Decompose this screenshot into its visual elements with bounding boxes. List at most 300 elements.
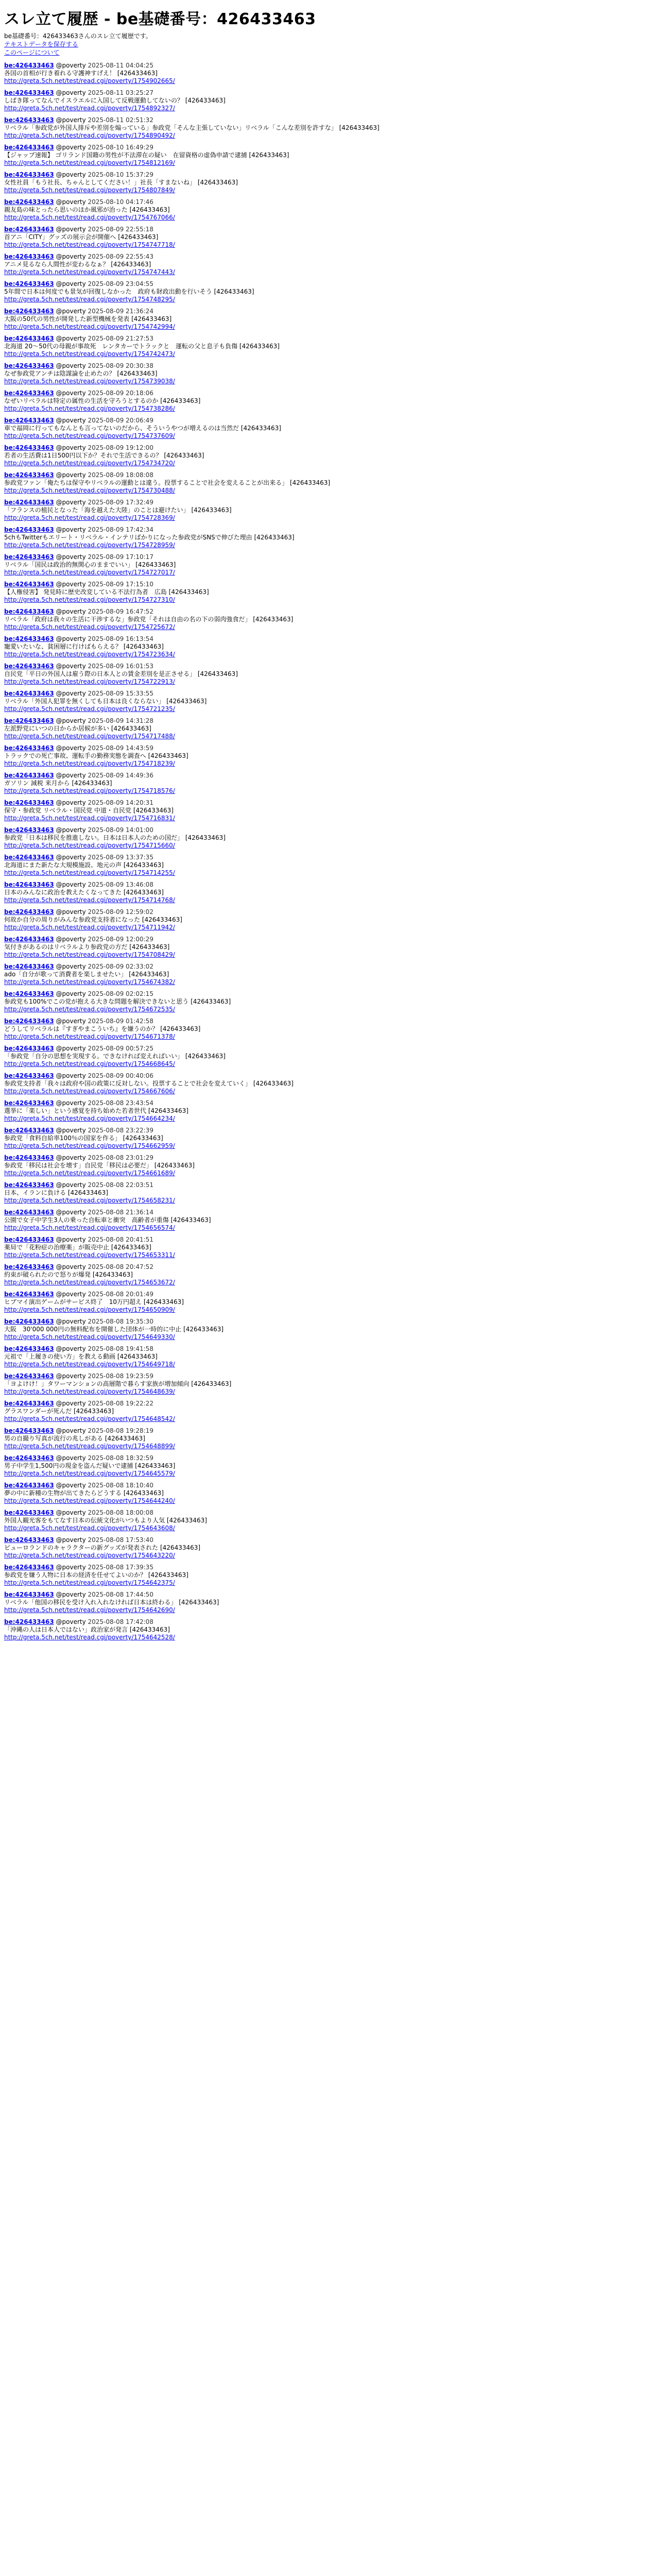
thread-entry: [4, 1591, 649, 1614]
thread-entry: [4, 1018, 649, 1041]
board-name: @poverty: [54, 826, 88, 834]
save-text-link[interactable]: テキストデータを保存する: [4, 41, 78, 48]
thread-entry: [4, 444, 649, 467]
thread-entry: [4, 1154, 649, 1177]
board-name: @poverty: [54, 1154, 88, 1161]
board-name: @poverty: [54, 744, 88, 752]
be-id-link[interactable]: be:426433463: [4, 116, 54, 124]
thread-title: 「参政党「自分の思想を実現する。できなければ変えればいい」 [426433463]: [4, 1053, 226, 1060]
thread-url-link[interactable]: http://greta.5ch.net/test/read.cgi/poverty/1754737609/: [4, 432, 175, 439]
be-id-link[interactable]: be:426433463: [4, 335, 54, 342]
board-name: @poverty: [54, 198, 88, 206]
be-id-link[interactable]: be:426433463: [4, 198, 54, 206]
thread-url-link[interactable]: http://greta.5ch.net/test/read.cgi/poverty/1754672535/: [4, 1006, 175, 1013]
board-name: @poverty: [54, 253, 88, 260]
thread-title: 参政党を嫌う人物に日本の経済を任せてよいのか？ [426433463]: [4, 1571, 188, 1579]
entry-timestamp: 2025-08-09 15:33:55: [88, 690, 153, 697]
entry-meta: [4, 1127, 649, 1134]
entry-timestamp: 2025-08-08 19:23:59: [88, 1372, 153, 1380]
be-id-link[interactable]: be:426433463: [4, 1236, 54, 1243]
thread-title: 女性社員「もう社長、ちゃんとしてください！」社長「すまないね」 [426433463]: [4, 179, 238, 186]
entry-meta: [4, 1154, 649, 1162]
be-id-link[interactable]: be:426433463: [4, 963, 54, 970]
thread-entry: [4, 499, 649, 522]
board-name: @poverty: [54, 1400, 88, 1407]
thread-url-link[interactable]: http://greta.5ch.net/test/read.cgi/poverty/1754722913/: [4, 678, 175, 685]
thread-url-link[interactable]: http://greta.5ch.net/test/read.cgi/poverty/1754653311/: [4, 1251, 175, 1259]
entry-meta: [4, 663, 649, 670]
entry-timestamp: 2025-08-08 17:42:08: [88, 1618, 153, 1625]
thread-entry: [4, 1345, 649, 1368]
thread-url-link[interactable]: http://greta.5ch.net/test/read.cgi/poverty/1754727310/: [4, 596, 175, 603]
thread-entry: [4, 1236, 649, 1259]
thread-entry: [4, 144, 649, 167]
entry-meta: [4, 608, 649, 616]
board-name: @poverty: [54, 1209, 88, 1216]
thread-entry: [4, 717, 649, 740]
be-id-link[interactable]: be:426433463: [4, 772, 54, 779]
entry-timestamp: 2025-08-11 04:04:25: [88, 62, 153, 69]
thread-entry: [4, 854, 649, 877]
entry-meta: [4, 799, 649, 807]
be-id-link[interactable]: be:426433463: [4, 1372, 54, 1380]
be-id-link[interactable]: be:426433463: [4, 1263, 54, 1270]
board-name: @poverty: [54, 89, 88, 96]
be-id-link[interactable]: be:426433463: [4, 1454, 54, 1462]
thread-title: ado「自分が歌って消費者を楽しませたい」 [426433463]: [4, 971, 169, 978]
thread-entry: [4, 936, 649, 959]
entry-meta: [4, 1291, 649, 1298]
thread-entry: [4, 526, 649, 549]
entry-meta: [4, 226, 649, 233]
board-name: @poverty: [54, 553, 88, 561]
thread-entry: [4, 116, 649, 140]
be-id-link[interactable]: be:426433463: [4, 1509, 54, 1516]
be-id-link[interactable]: be:426433463: [4, 608, 54, 615]
entry-timestamp: 2025-08-11 03:25:27: [88, 89, 153, 96]
be-id-link[interactable]: be:426433463: [4, 308, 54, 315]
thread-url-link[interactable]: http://greta.5ch.net/test/read.cgi/poverty/1754717488/: [4, 733, 175, 740]
entry-timestamp: 2025-08-09 18:08:08: [88, 471, 153, 479]
thread-title: 「沖縄の人は日本人ではない」政治家が発言 [426433463]: [4, 1626, 170, 1633]
thread-title: リベラル「政府は我々の生活に干渉するな」参政党「それは自由の名の下の弱肉強食だ」 [426433463]: [4, 616, 294, 623]
be-id-link[interactable]: be:426433463: [4, 1045, 54, 1052]
thread-url-link[interactable]: http://greta.5ch.net/test/read.cgi/poverty/1754671378/: [4, 1033, 175, 1040]
entry-timestamp: 2025-08-08 18:00:08: [88, 1509, 153, 1516]
entry-timestamp: 2025-08-08 23:22:39: [88, 1127, 153, 1134]
thread-url-link[interactable]: http://greta.5ch.net/test/read.cgi/poverty/1754716831/: [4, 815, 175, 822]
board-name: @poverty: [54, 854, 88, 861]
thread-entry: [4, 335, 649, 358]
thread-url-link[interactable]: http://greta.5ch.net/test/read.cgi/poverty/1754725672/: [4, 623, 175, 631]
thread-url-link[interactable]: http://greta.5ch.net/test/read.cgi/poverty/1754642690/: [4, 1606, 175, 1614]
thread-title: 公園で女子中学生3人の乗った自転車と衝突 高齢者が重傷 [426433463]: [4, 1216, 211, 1224]
be-id-link[interactable]: be:426433463: [4, 253, 54, 260]
board-name: @poverty: [54, 62, 88, 69]
be-id-link[interactable]: be:426433463: [4, 1181, 54, 1189]
be-id-link[interactable]: be:426433463: [4, 690, 54, 697]
thread-entry: [4, 908, 649, 931]
thread-url-link[interactable]: http://greta.5ch.net/test/read.cgi/poverty/1754812169/: [4, 159, 175, 166]
thread-url-link[interactable]: http://greta.5ch.net/test/read.cgi/poverty/1754711942/: [4, 924, 175, 931]
thread-title: 外国人観光客をもてなす日本の伝統文化がいつもより人気 [426433463]: [4, 1517, 207, 1524]
thread-title: 「フランスの植民となった「海を越えた大陸」のことは避けたい」 [426433463]: [4, 506, 232, 514]
entry-meta: [4, 253, 649, 261]
be-id-link[interactable]: be:426433463: [4, 62, 54, 69]
thread-url-link[interactable]: http://greta.5ch.net/test/read.cgi/poverty/1754742473/: [4, 350, 175, 358]
entry-timestamp: 2025-08-09 21:27:53: [88, 335, 153, 342]
thread-title: リベラル「国民は政治的無関心のままでいい」 [426433463]: [4, 561, 176, 568]
thread-url-link[interactable]: http://greta.5ch.net/test/read.cgi/poverty/1754807849/: [4, 187, 175, 194]
entry-meta: [4, 1236, 649, 1244]
thread-title: 男の自撮り写真が流行の兆しがある [426433463]: [4, 1435, 145, 1442]
board-name: @poverty: [54, 1509, 88, 1516]
board-name: @poverty: [54, 1045, 88, 1052]
entry-timestamp: 2025-08-09 00:40:06: [88, 1072, 153, 1079]
entry-meta: [4, 499, 649, 506]
thread-url-link[interactable]: http://greta.5ch.net/test/read.cgi/poverty/1754649330/: [4, 1333, 175, 1341]
entry-timestamp: 2025-08-08 18:32:59: [88, 1454, 153, 1462]
entry-meta: [4, 1509, 649, 1517]
thread-url-link[interactable]: http://greta.5ch.net/test/read.cgi/poverty/1754648639/: [4, 1388, 175, 1395]
thread-title: 親友島の味とったら思いのほか風邪が治った [426433463]: [4, 206, 170, 213]
be-id-link[interactable]: be:426433463: [4, 1345, 54, 1352]
be-id-link[interactable]: be:426433463: [4, 1618, 54, 1625]
be-id-link[interactable]: be:426433463: [4, 1127, 54, 1134]
be-id-link[interactable]: be:426433463: [4, 1154, 54, 1161]
thread-entry: [4, 990, 649, 1013]
entry-meta: [4, 1072, 649, 1080]
thread-title: 日本のみんなに政治を教えたくなってきた [426433463]: [4, 889, 164, 896]
entry-timestamp: 2025-08-09 23:04:55: [88, 280, 153, 287]
thread-url-link[interactable]: http://greta.5ch.net/test/read.cgi/poverty/1754892327/: [4, 105, 175, 112]
entry-timestamp: 2025-08-08 22:03:51: [88, 1181, 153, 1189]
thread-title: 保守・参政党 リベラル・国民党 中道・自民党 [426433463]: [4, 807, 174, 814]
be-id-link[interactable]: be:426433463: [4, 717, 54, 724]
thread-url-link[interactable]: http://greta.5ch.net/test/read.cgi/poverty/1754721235/: [4, 705, 175, 713]
thread-title: 大阪 30'000 000円の無料配布を開催した団体が一時的に中止 [426433463]: [4, 1326, 224, 1333]
entry-timestamp: 2025-08-09 20:18:06: [88, 389, 153, 397]
entry-timestamp: 2025-08-09 02:33:02: [88, 963, 153, 970]
thread-entry: [4, 389, 649, 413]
entry-timestamp: 2025-08-11 02:51:32: [88, 116, 153, 124]
board-name: @poverty: [54, 663, 88, 670]
entry-timestamp: 2025-08-10 04:17:46: [88, 198, 153, 206]
thread-url-link[interactable]: http://greta.5ch.net/test/read.cgi/poverty/1754727017/: [4, 569, 175, 576]
be-id-link[interactable]: be:426433463: [4, 1400, 54, 1407]
be-id-link[interactable]: be:426433463: [4, 1318, 54, 1325]
thread-url-link[interactable]: http://greta.5ch.net/test/read.cgi/poverty/1754648542/: [4, 1415, 175, 1422]
thread-title: 約束が破られたので怒りが爆発 [426433463]: [4, 1271, 133, 1278]
board-name: @poverty: [54, 1427, 88, 1434]
entry-timestamp: 2025-08-08 23:43:54: [88, 1099, 153, 1107]
board-name: @poverty: [54, 1291, 88, 1298]
be-id-link[interactable]: be:426433463: [4, 171, 54, 178]
board-name: @poverty: [54, 772, 88, 779]
thread-url-link[interactable]: http://greta.5ch.net/test/read.cgi/poverty/1754674382/: [4, 978, 175, 986]
be-id-link[interactable]: be:426433463: [4, 144, 54, 151]
thread-url-link[interactable]: http://greta.5ch.net/test/read.cgi/poverty/1754739038/: [4, 378, 175, 385]
be-id-link[interactable]: be:426433463: [4, 471, 54, 479]
entry-meta: [4, 826, 649, 834]
thread-url-link[interactable]: http://greta.5ch.net/test/read.cgi/poverty/1754714768/: [4, 896, 175, 904]
be-id-link[interactable]: be:426433463: [4, 444, 54, 451]
entry-meta: [4, 1618, 649, 1626]
entry-meta: [4, 1564, 649, 1571]
thread-url-link[interactable]: http://greta.5ch.net/test/read.cgi/poverty/1754723634/: [4, 651, 175, 658]
thread-entry: [4, 89, 649, 112]
be-id-link[interactable]: be:426433463: [4, 1564, 54, 1571]
thread-title: 【人権侵害】 発見時に歴史改変している不法行為者 広島 [426433463]: [4, 588, 209, 596]
be-id-link[interactable]: be:426433463: [4, 417, 54, 424]
thread-title: 元祖で「上履きの使い方」を教える動画 [426433463]: [4, 1353, 158, 1360]
be-id-link[interactable]: be:426433463: [4, 854, 54, 861]
thread-url-link[interactable]: http://greta.5ch.net/test/read.cgi/poverty/1754747718/: [4, 241, 175, 248]
entry-timestamp: 2025-08-09 14:20:31: [88, 799, 153, 806]
be-id-link[interactable]: be:426433463: [4, 990, 54, 997]
thread-url-link[interactable]: http://greta.5ch.net/test/read.cgi/poverty/1754747443/: [4, 268, 175, 276]
be-id-link[interactable]: be:426433463: [4, 908, 54, 916]
board-name: @poverty: [54, 881, 88, 888]
thread-title: 薬局で「花粉症の治療薬」が販売中止 [426433463]: [4, 1244, 151, 1251]
entry-timestamp: 2025-08-09 14:43:59: [88, 744, 153, 752]
thread-title: アニメ見るなら人間性が変わるなぁ？ [426433463]: [4, 261, 151, 268]
about-page-link[interactable]: このページについて: [4, 49, 60, 56]
thread-url-link[interactable]: http://greta.5ch.net/test/read.cgi/poverty/1754658231/: [4, 1197, 175, 1204]
entry-meta: [4, 280, 649, 288]
entry-meta: [4, 171, 649, 179]
be-id-link[interactable]: be:426433463: [4, 1072, 54, 1079]
thread-entry: [4, 308, 649, 331]
be-id-link[interactable]: be:426433463: [4, 89, 54, 96]
entry-timestamp: 2025-08-09 14:01:00: [88, 826, 153, 834]
thread-entry: [4, 1127, 649, 1150]
thread-entry: [4, 690, 649, 713]
thread-url-link[interactable]: http://greta.5ch.net/test/read.cgi/poverty/1754642375/: [4, 1579, 175, 1586]
thread-title: 男子中学生1,500円の現金を盗んだ疑いで逮捕 [426433463]: [4, 1462, 176, 1469]
be-id-link[interactable]: be:426433463: [4, 663, 54, 670]
thread-url-link[interactable]: http://greta.5ch.net/test/read.cgi/poverty/1754715660/: [4, 842, 175, 849]
entry-meta: [4, 389, 649, 397]
be-id-link[interactable]: be:426433463: [4, 1209, 54, 1216]
thread-url-link[interactable]: http://greta.5ch.net/test/read.cgi/poverty/1754648899/: [4, 1443, 175, 1450]
thread-url-link[interactable]: http://greta.5ch.net/test/read.cgi/poverty/1754734720/: [4, 460, 175, 467]
entry-meta: [4, 89, 649, 97]
thread-entry: [4, 1618, 649, 1641]
thread-url-link[interactable]: http://greta.5ch.net/test/read.cgi/poverty/1754656574/: [4, 1224, 175, 1231]
entry-timestamp: 2025-08-08 19:28:19: [88, 1427, 153, 1434]
be-id-link[interactable]: be:426433463: [4, 226, 54, 233]
thread-entry: [4, 253, 649, 276]
entry-meta: [4, 744, 649, 752]
thread-url-link[interactable]: http://greta.5ch.net/test/read.cgi/poverty/1754728369/: [4, 514, 175, 521]
thread-url-link[interactable]: http://greta.5ch.net/test/read.cgi/poverty/1754738286/: [4, 405, 175, 412]
thread-entry: [4, 226, 649, 249]
be-id-link[interactable]: be:426433463: [4, 1482, 54, 1489]
thread-entry: [4, 1536, 649, 1560]
be-id-link[interactable]: be:426433463: [4, 936, 54, 943]
entry-meta: [4, 1209, 649, 1216]
be-id-link[interactable]: be:426433463: [4, 499, 54, 506]
thread-url-link[interactable]: http://greta.5ch.net/test/read.cgi/poverty/1754667606/: [4, 1088, 175, 1095]
board-name: @poverty: [54, 417, 88, 424]
board-name: @poverty: [54, 226, 88, 233]
entry-timestamp: 2025-08-08 17:39:35: [88, 1564, 153, 1571]
be-id-link[interactable]: be:426433463: [4, 826, 54, 834]
entry-meta: [4, 1482, 649, 1489]
thread-entry: [4, 881, 649, 904]
thread-title: 選挙に「楽しい」という感覚を持ち始めた若者世代 [426433463]: [4, 1107, 188, 1114]
thread-title: リベラル「外国人犯罪を無くしても日本は良くならない」 [426433463]: [4, 698, 207, 705]
thread-title: ピューロランドのキャラクターの新グッズが発表された [426433463]: [4, 1544, 201, 1551]
board-name: @poverty: [54, 471, 88, 479]
thread-url-link[interactable]: http://greta.5ch.net/test/read.cgi/poverty/1754642528/: [4, 1634, 175, 1641]
thread-title: 首アニ「CITY」グッズの展示会が開催へ [426433463]: [4, 233, 159, 241]
thread-title: ガソリン 減税 来月から [426433463]: [4, 779, 112, 787]
thread-url-link[interactable]: http://greta.5ch.net/test/read.cgi/poverty/1754748295/: [4, 296, 175, 303]
entry-timestamp: 2025-08-09 21:36:24: [88, 308, 153, 315]
thread-url-link[interactable]: http://greta.5ch.net/test/read.cgi/poverty/1754718239/: [4, 760, 175, 767]
entry-timestamp: 2025-08-09 16:01:53: [88, 663, 153, 670]
be-id-link[interactable]: be:426433463: [4, 881, 54, 888]
thread-entry: [4, 635, 649, 658]
thread-title: 何故か自分の周りがみんな参政党支持者になった [426433463]: [4, 916, 182, 923]
entry-timestamp: 2025-08-09 14:31:28: [88, 717, 153, 724]
thread-entry: [4, 171, 649, 194]
board-name: @poverty: [54, 1181, 88, 1189]
thread-title: どうしてリベラルは『すぎやまこういち』を嫌うのか？ [426433463]: [4, 1025, 201, 1032]
thread-title: 大阪の50代の男性が開発した新型機械を発表 [426433463]: [4, 315, 172, 323]
entry-timestamp: 2025-08-08 19:41:58: [88, 1345, 153, 1352]
thread-title: リベラル「参政党が外国人排斥や差別を煽っている」参政党「そんな主張していない」リベラル「こんな差別を許すな」 [426433463]: [4, 124, 380, 131]
entry-meta: [4, 1400, 649, 1408]
thread-url-link[interactable]: http://greta.5ch.net/test/read.cgi/poverty/1754644240/: [4, 1497, 175, 1504]
be-id-link[interactable]: be:426433463: [4, 581, 54, 588]
thread-url-link[interactable]: http://greta.5ch.net/test/read.cgi/poverty/1754662959/: [4, 1142, 175, 1149]
board-name: @poverty: [54, 116, 88, 124]
entry-meta: [4, 62, 649, 70]
thread-url-link[interactable]: http://greta.5ch.net/test/read.cgi/poverty/1754708429/: [4, 951, 175, 958]
thread-url-link[interactable]: http://greta.5ch.net/test/read.cgi/poverty/1754649718/: [4, 1361, 175, 1368]
thread-url-link[interactable]: http://greta.5ch.net/test/read.cgi/poverty/1754668645/: [4, 1060, 175, 1067]
thread-url-link[interactable]: http://greta.5ch.net/test/read.cgi/poverty/1754661689/: [4, 1170, 175, 1177]
entry-meta: [4, 635, 649, 643]
thread-url-link[interactable]: http://greta.5ch.net/test/read.cgi/poverty/1754742994/: [4, 323, 175, 330]
be-id-link[interactable]: be:426433463: [4, 635, 54, 642]
board-name: @poverty: [54, 362, 88, 369]
board-name: @poverty: [54, 308, 88, 315]
board-name: @poverty: [54, 526, 88, 533]
entry-timestamp: 2025-08-09 20:06:49: [88, 417, 153, 424]
entry-meta: [4, 1345, 649, 1353]
be-id-link[interactable]: be:426433463: [4, 1018, 54, 1025]
be-id-link[interactable]: be:426433463: [4, 1536, 54, 1544]
entry-timestamp: 2025-08-09 16:47:52: [88, 608, 153, 615]
thread-title: 参政党支持者「我々は政府や国の政策に反対しない。投票することで社会を変えていく」 [426433463]: [4, 1080, 294, 1087]
thread-url-link[interactable]: http://greta.5ch.net/test/read.cgi/poverty/1754653672/: [4, 1279, 175, 1286]
entry-timestamp: 2025-08-09 20:30:38: [88, 362, 153, 369]
board-name: @poverty: [54, 963, 88, 970]
be-id-link[interactable]: be:426433463: [4, 553, 54, 561]
entry-meta: [4, 581, 649, 588]
thread-entry: [4, 826, 649, 850]
entry-meta: [4, 1181, 649, 1189]
thread-url-link[interactable]: http://greta.5ch.net/test/read.cgi/poverty/1754664234/: [4, 1115, 175, 1122]
thread-entry: [4, 963, 649, 986]
entry-timestamp: 2025-08-10 16:49:29: [88, 144, 153, 151]
entry-meta: [4, 116, 649, 124]
thread-entry: [4, 608, 649, 631]
board-name: @poverty: [54, 581, 88, 588]
entry-timestamp: 2025-08-08 17:53:40: [88, 1536, 153, 1544]
entry-meta: [4, 417, 649, 425]
be-id-link[interactable]: be:426433463: [4, 799, 54, 806]
be-id-link[interactable]: be:426433463: [4, 744, 54, 752]
be-id-link[interactable]: be:426433463: [4, 389, 54, 397]
thread-url-link[interactable]: http://greta.5ch.net/test/read.cgi/poverty/1754718576/: [4, 787, 175, 794]
be-id-link[interactable]: be:426433463: [4, 1099, 54, 1107]
thread-entry: [4, 62, 649, 85]
entry-meta: [4, 362, 649, 370]
thread-entry: [4, 1291, 649, 1314]
thread-url-link[interactable]: http://greta.5ch.net/test/read.cgi/poverty/1754890492/: [4, 132, 175, 139]
thread-entry: [4, 1072, 649, 1095]
entry-meta: [4, 526, 649, 534]
entry-meta: [4, 335, 649, 343]
thread-title: なぜ参政党アンチは陰謀論を止めたの？ [426433463]: [4, 370, 158, 377]
thread-title: 若者の生活費は1日500円以下か？それで生活できるの？ [426433463]: [4, 452, 204, 459]
thread-title: 北海道にまた新たな大規模施設、地元の声 [426433463]: [4, 861, 164, 869]
thread-url-link[interactable]: http://greta.5ch.net/test/read.cgi/poverty/1754643220/: [4, 1552, 175, 1559]
entry-timestamp: 2025-08-08 20:47:52: [88, 1263, 153, 1270]
thread-entry: [4, 1509, 649, 1532]
be-id-link[interactable]: be:426433463: [4, 280, 54, 287]
be-id-link[interactable]: be:426433463: [4, 1291, 54, 1298]
thread-title: 【ジャップ速報】 ゴリランド国籍の男性が不法滞在の疑い 在留資格の虚偽申請で逮捕 [426433463]: [4, 151, 289, 159]
thread-title: 左派野党にいつの日からか居候が多い [426433463]: [4, 725, 151, 732]
thread-url-link[interactable]: http://greta.5ch.net/test/read.cgi/poverty/1754645579/: [4, 1470, 175, 1477]
be-id-link[interactable]: be:426433463: [4, 1591, 54, 1598]
board-name: @poverty: [54, 990, 88, 997]
thread-url-link[interactable]: http://greta.5ch.net/test/read.cgi/poverty/1754730488/: [4, 487, 175, 494]
thread-url-link[interactable]: http://greta.5ch.net/test/read.cgi/poverty/1754714255/: [4, 869, 175, 876]
board-name: @poverty: [54, 499, 88, 506]
board-name: @poverty: [54, 908, 88, 916]
thread-url-link[interactable]: http://greta.5ch.net/test/read.cgi/poverty/1754650909/: [4, 1306, 175, 1313]
thread-entry: [4, 1372, 649, 1396]
thread-url-link[interactable]: http://greta.5ch.net/test/read.cgi/poverty/1754643608/: [4, 1524, 175, 1532]
board-name: @poverty: [54, 1536, 88, 1544]
intro-block: [4, 32, 649, 57]
entry-meta: [4, 1045, 649, 1053]
thread-url-link[interactable]: http://greta.5ch.net/test/read.cgi/poverty/1754767066/: [4, 214, 175, 221]
thread-title: 北海道 20～50代の母親が事故死 レンタカーでトラックと 運転の父と息子も負傷 [426433463]: [4, 343, 280, 350]
thread-url-link[interactable]: http://greta.5ch.net/test/read.cgi/poverty/1754902665/: [4, 77, 175, 84]
be-id-link[interactable]: be:426433463: [4, 526, 54, 533]
board-name: @poverty: [54, 936, 88, 943]
thread-entry: [4, 1318, 649, 1341]
thread-title: 参政党「日本は移民を推進しない。日本は日本人のための国だ」 [426433463]: [4, 834, 226, 841]
thread-title: 各国の首相が行き着れる守護神すげえ！ [426433463]: [4, 70, 158, 77]
thread-url-link[interactable]: http://greta.5ch.net/test/read.cgi/poverty/1754728959/: [4, 541, 175, 549]
thread-entry: [4, 1400, 649, 1423]
be-id-link[interactable]: be:426433463: [4, 1427, 54, 1434]
be-id-link[interactable]: be:426433463: [4, 362, 54, 369]
entry-timestamp: 2025-08-09 22:55:43: [88, 253, 153, 260]
entry-timestamp: 2025-08-09 12:59:02: [88, 908, 153, 916]
entry-timestamp: 2025-08-09 00:57:25: [88, 1045, 153, 1052]
board-name: @poverty: [54, 1618, 88, 1625]
